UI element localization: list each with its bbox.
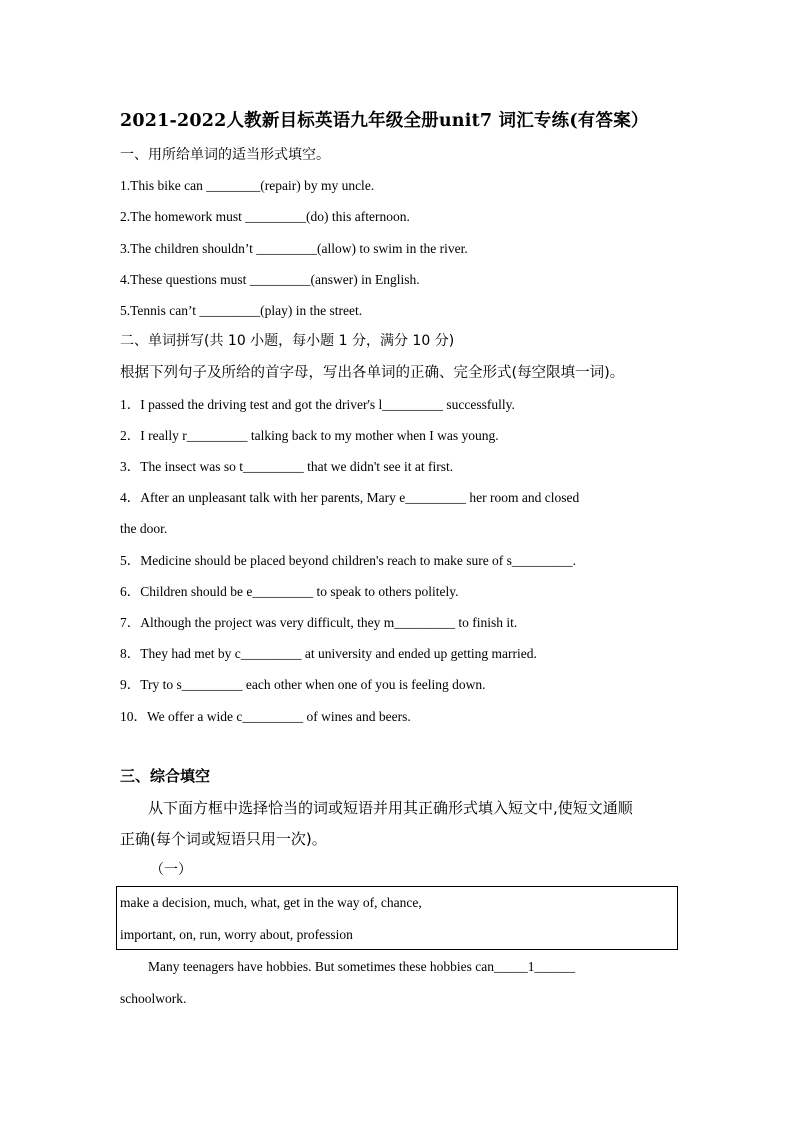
list-item: 6．Children should be e_________ to speak to others politely. <box>120 584 459 599</box>
page-title: 2021-2022人教新目标英语九年级全册unit7 词汇专练(有答案） <box>120 111 649 131</box>
section-2-instruction: 根据下列句子及所给的首字母，写出各单词的正确、完全形式(每空限填一词)。 <box>120 365 625 381</box>
list-item: 9．Try to s_________ each other when one of you is feeling down. <box>120 677 486 692</box>
list-item: 1．I passed the driving test and got the driver's l_________ successfully. <box>120 397 515 412</box>
list-item: 5.Tennis can’t _________(play) in the street. <box>120 303 363 318</box>
section-2-heading: 二、单词拼写(共 10 小题，每小题 1 分，满分 10 分) <box>120 333 455 349</box>
word-box-line: important, on, run, worry about, profession <box>120 927 353 942</box>
list-item: 2.The homework must _________(do) this afternoon. <box>120 209 410 224</box>
list-item: 3.The children shouldn’t _________(allow) to swim in the river. <box>120 241 468 256</box>
list-item: 8．They had met by c_________ at university and ended up getting married. <box>120 646 537 661</box>
word-box-line: make a decision, much, what, get in the way of, chance, <box>120 895 422 910</box>
section-3-instruction-line-2: 正确(每个词或短语只用一次)。 <box>120 830 327 848</box>
list-item: 1.This bike can ________(repair) by my uncle. <box>120 178 375 193</box>
word-box <box>116 886 678 950</box>
list-item: 4.These questions must _________(answer) in English. <box>120 272 420 287</box>
list-item: 5．Medicine should be placed beyond children's reach to make sure of s_________. <box>120 553 577 568</box>
section-1-heading: 一、用所给单词的适当形式填空。 <box>120 147 330 163</box>
passage-line: Many teenagers have hobbies. But sometimes these hobbies can_____1______ <box>148 959 576 974</box>
section-3-instruction-line-1: 从下面方框中选择恰当的词或短语并用其正确形式填入短文中,使短文通顺 <box>148 799 633 817</box>
list-item: 7．Although the project was very difficult, they m_________ to finish it. <box>120 615 518 630</box>
list-item-continuation: the door. <box>120 521 168 536</box>
list-item: 2．I really r_________ talking back to my mother when I was young. <box>120 428 499 443</box>
section-3-heading: 三、综合填空 <box>120 767 211 785</box>
list-item: 4．After an unpleasant talk with her parents, Mary e_________ her room and closed <box>120 490 580 505</box>
list-item: 3．The insect was so t_________ that we didn't see it at first. <box>120 459 454 474</box>
part-label: （一） <box>150 862 192 878</box>
passage-line: schoolwork. <box>120 991 187 1006</box>
list-item: 10．We offer a wide c_________ of wines and beers. <box>120 709 411 724</box>
